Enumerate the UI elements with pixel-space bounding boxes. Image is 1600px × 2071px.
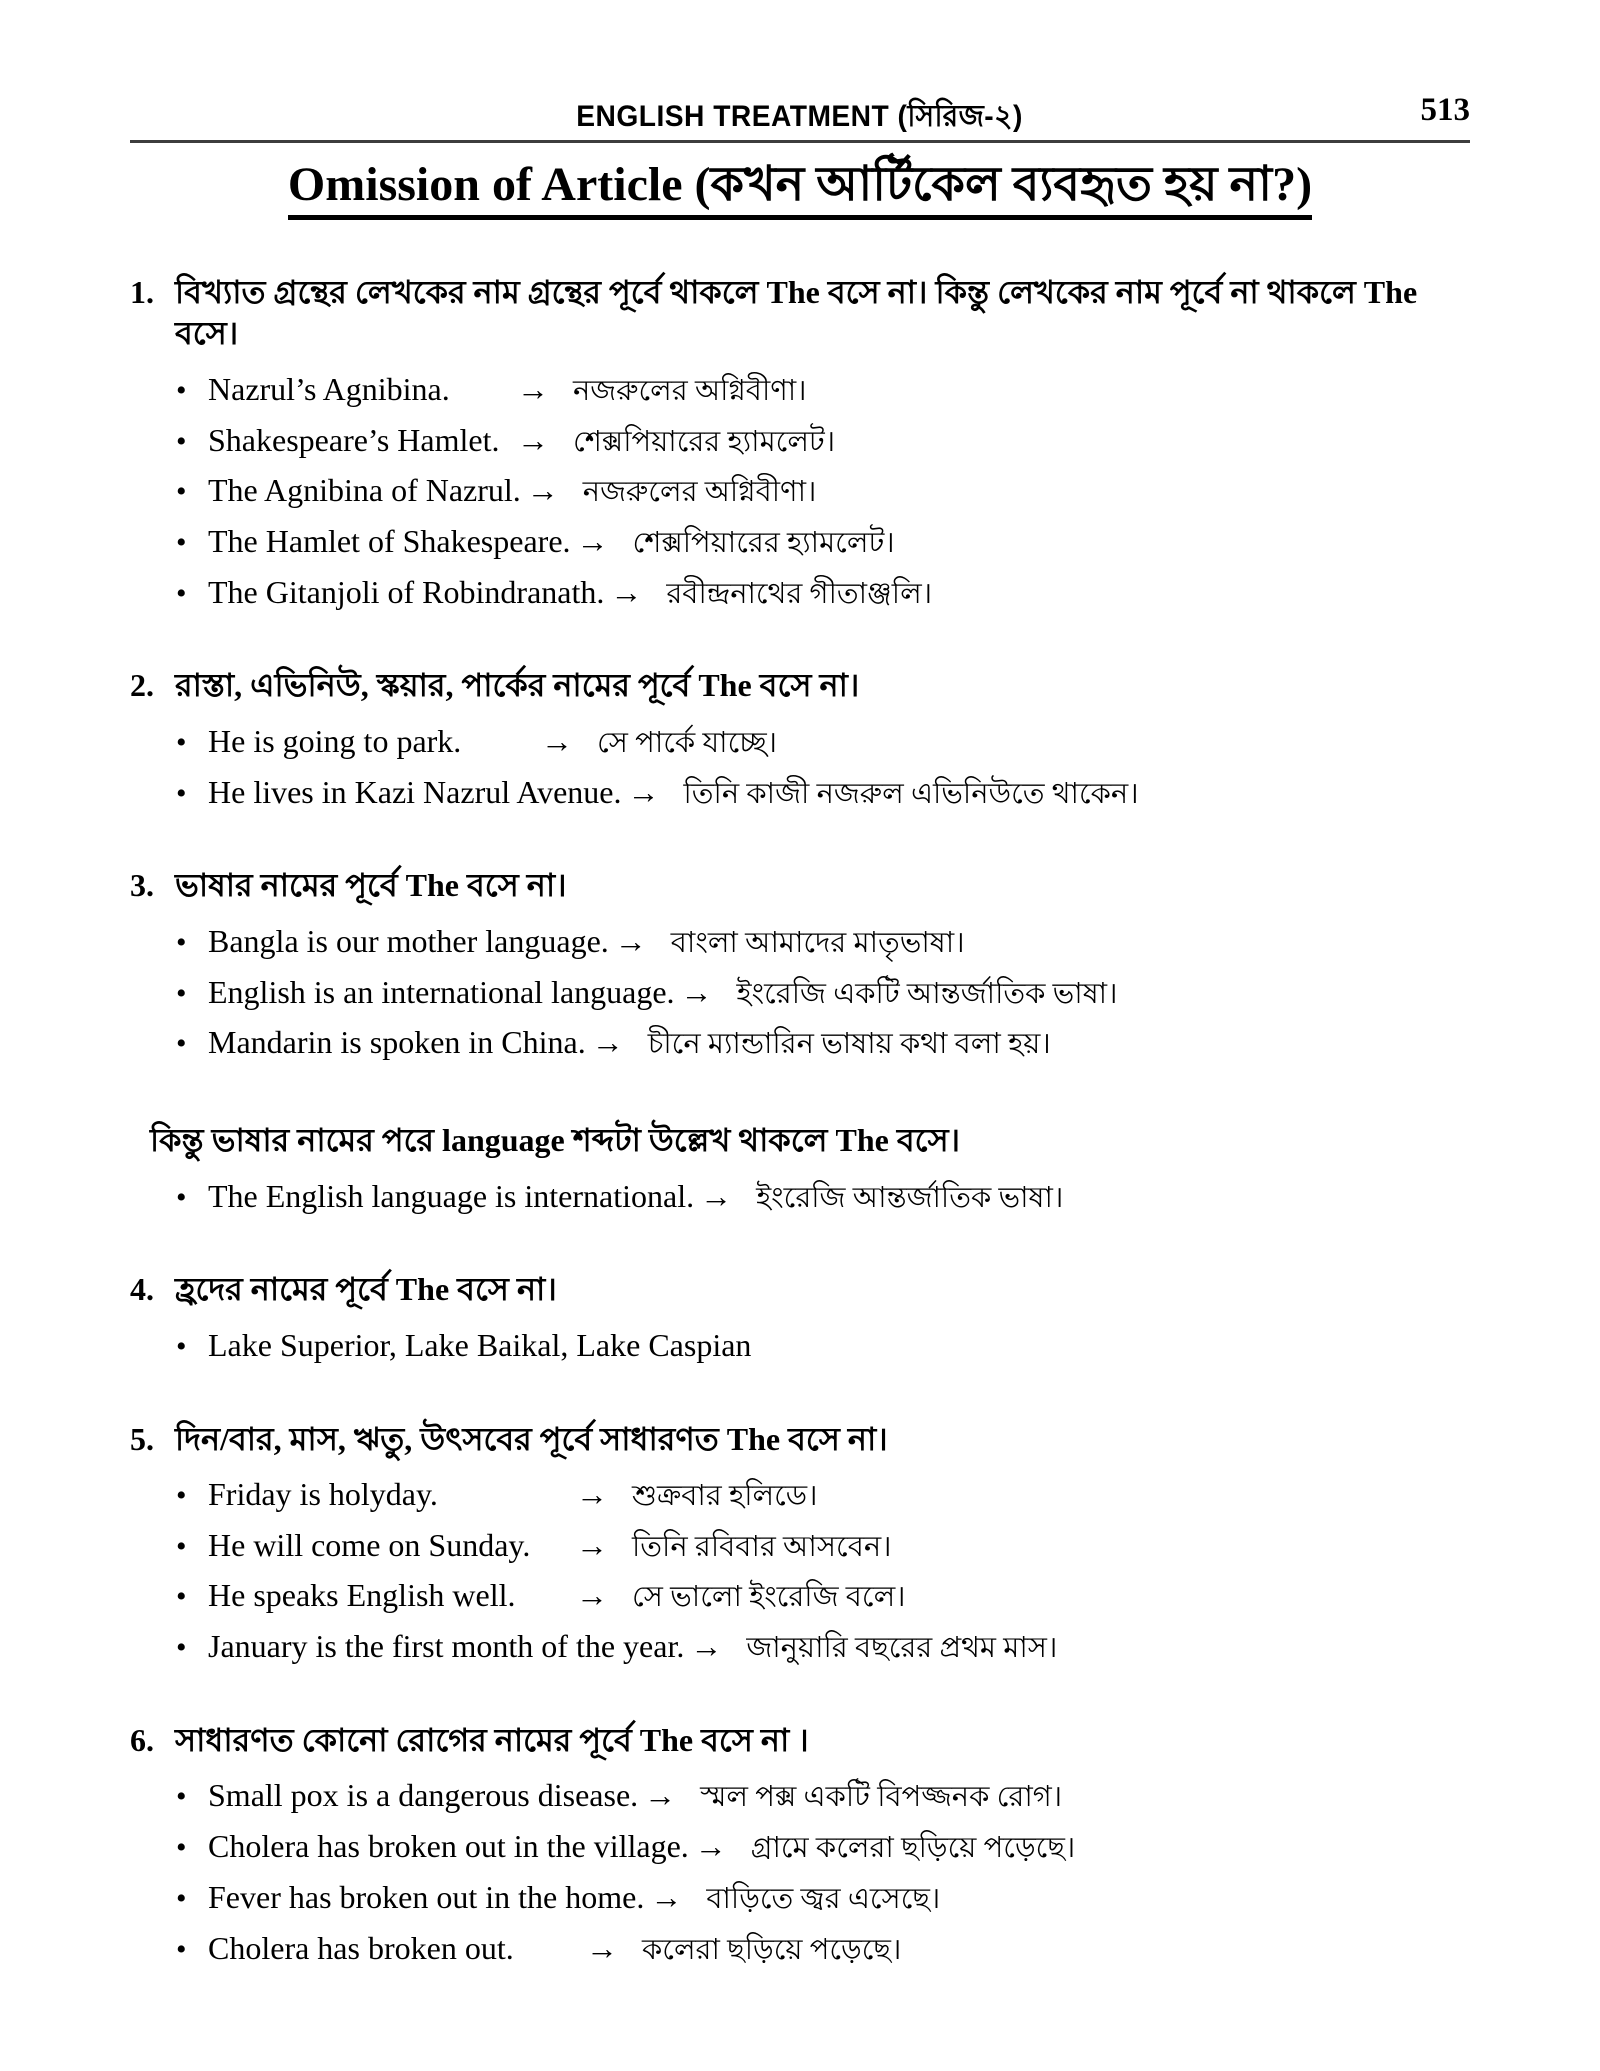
example-row: [176, 1626, 1470, 1668]
arrow-icon: →: [541, 723, 573, 760]
arrow-icon: →: [680, 973, 713, 1010]
rule-number: 1.: [130, 273, 154, 310]
bullet-icon: •: [176, 1631, 187, 1665]
rule-text: [175, 865, 1470, 907]
example-bengali: ইংরেজি আন্তর্জাতিক ভাষা।: [756, 1181, 1064, 1214]
rule-heading-2: [130, 665, 1470, 707]
rule-number: 5.: [130, 1420, 154, 1457]
example-english: Shakespeare’s Hamlet.: [208, 421, 500, 458]
arrow-icon: →: [526, 472, 559, 509]
examples-list: [176, 1775, 1470, 1969]
rule-keyword: The: [639, 1721, 694, 1758]
arrow-icon: →: [627, 773, 660, 810]
example-bengali: সে পার্কে যাচ্ছে।: [597, 727, 778, 760]
rule-heading-1: [130, 272, 1470, 355]
bullet-icon: •: [176, 526, 187, 560]
arrow-icon: →: [614, 922, 647, 959]
bullet-icon: •: [176, 373, 187, 407]
example-bengali: সে ভালো ইংরেজি বলে।: [632, 1581, 906, 1614]
example-english: Cholera has broken out.: [208, 1929, 514, 1966]
bullet-icon: •: [176, 576, 187, 610]
note-heading: [130, 1120, 1470, 1162]
rule-section-5: [130, 1419, 1470, 1668]
rule-heading-4: [130, 1269, 1470, 1311]
bullet-icon: •: [176, 1027, 187, 1061]
rule-number: 2.: [130, 667, 154, 704]
example-english: January is the first month of the year.: [208, 1628, 685, 1665]
example-bengali: শুক্রবার হলিডে।: [632, 1480, 818, 1513]
rule-keyword: The: [698, 667, 752, 704]
example-bengali: গ্রামে কলেরা ছড়িয়ে পড়েছে।: [750, 1832, 1076, 1865]
example-bengali: নজরুলের অগ্নিবীণা।: [573, 374, 807, 407]
arrow-icon: →: [517, 370, 549, 407]
arrow-icon: →: [610, 573, 643, 610]
rule-text-part: বসে না।: [449, 1271, 557, 1308]
example-row: [176, 1325, 1470, 1367]
rule-number: 4.: [130, 1271, 154, 1308]
example-bengali: তিনি কাজী নজরুল এভিনিউতে থাকেন।: [683, 777, 1139, 810]
bullet-icon: •: [176, 925, 187, 959]
bullet-icon: •: [176, 1780, 187, 1814]
example-row: [176, 1525, 1470, 1567]
rule-text-part: বসে না।: [751, 667, 860, 704]
rule-text-part: বসে না।: [459, 867, 567, 904]
rule-text: [175, 1720, 1470, 1762]
example-bengali: শেক্সপিয়ারের হ্যামলেট।: [573, 425, 836, 458]
example-bengali: বাড়িতে জ্বর এসেছে।: [706, 1882, 941, 1915]
bullet-icon: •: [176, 1529, 187, 1563]
rule-section-3: [130, 865, 1470, 1064]
bullet-icon: •: [176, 1479, 187, 1513]
example-english: He lives in Kazi Nazrul Avenue.: [208, 773, 622, 810]
doc-title: [130, 159, 1470, 220]
rule-heading-5: [130, 1419, 1470, 1461]
example-english: He is going to park.: [208, 723, 462, 760]
example-bengali: স্মল পক্স একটি বিপজ্জনক রোগ।: [700, 1781, 1063, 1814]
example-row: [176, 721, 1470, 763]
example-row: [176, 572, 1470, 614]
rule-text-part: বিখ্যাত গ্রন্থের লেখকের নাম গ্রন্থের পূর্বে থাকলে: [175, 273, 767, 310]
example-row: [176, 1575, 1470, 1617]
rule-keyword: language: [442, 1122, 565, 1159]
rule-section-1: [130, 272, 1470, 614]
arrow-icon: →: [591, 1024, 624, 1061]
rule-keyword: The: [405, 867, 459, 904]
arrow-icon: →: [576, 523, 609, 560]
rule-section-6: [130, 1720, 1470, 1969]
bullet-icon: •: [176, 1329, 187, 1363]
example-row: [176, 1022, 1470, 1064]
example-bengali: ইংরেজি একটি আন্তর্জাতিক ভাষা।: [736, 977, 1118, 1010]
bullet-icon: •: [176, 1831, 187, 1865]
example-english: Mandarin is spoken in China.: [208, 1024, 586, 1061]
rule-text: [175, 1419, 1470, 1461]
example-english: The English language is international.: [208, 1177, 695, 1214]
example-row: [176, 369, 1470, 411]
rule-keyword: The: [835, 1122, 889, 1159]
example-english: Nazrul’s Agnibina.: [208, 370, 450, 407]
rule-text-part: বসে।: [888, 1122, 961, 1159]
bullet-icon: •: [176, 424, 187, 458]
example-english: Small pox is a dangerous disease.: [208, 1777, 639, 1814]
bullet-icon: •: [176, 1580, 187, 1614]
bullet-icon: •: [176, 475, 187, 509]
rule-text-part: বসে না। কিন্তু লেখকের নাম পূর্বে না থাকলে: [819, 273, 1364, 310]
example-english: The Agnibina of Nazrul.: [208, 472, 521, 509]
example-bengali: নজরুলের অগ্নিবীণা।: [582, 476, 817, 509]
rule-text-part: বসে না।: [780, 1420, 888, 1457]
bullet-icon: •: [176, 726, 187, 760]
rule-text: [175, 1269, 1470, 1311]
note-section: [130, 1120, 1470, 1217]
examples-list: [176, 1474, 1470, 1668]
examples-list: [176, 1325, 1470, 1367]
rule-text-part: দিন/বার, মাস, ঋতু, উৎসবের পূর্বে সাধারণত: [175, 1420, 727, 1457]
arrow-icon: →: [690, 1628, 723, 1665]
bullet-icon: •: [176, 1180, 187, 1214]
bullet-icon: •: [176, 776, 187, 810]
rule-number: 3.: [130, 867, 154, 904]
arrow-icon: →: [694, 1828, 727, 1865]
examples-list: [176, 721, 1470, 813]
rule-text-part: বসে।: [175, 315, 239, 352]
examples-list: [176, 921, 1470, 1064]
example-english: The Hamlet of Shakespeare.: [208, 523, 571, 560]
page-header: [130, 92, 1470, 134]
arrow-icon: →: [517, 421, 549, 458]
doc-title-text: Omission of Article (কখন আর্টিকেল ব্যবহৃত হয় না?): [288, 159, 1312, 220]
example-row: [176, 420, 1470, 462]
example-row: [176, 470, 1470, 512]
arrow-icon: →: [586, 1929, 618, 1966]
example-bengali: বাংলা আমাদের মাতৃভাষা।: [670, 926, 965, 959]
example-bengali: কলেরা ছড়িয়ে পড়েছে।: [642, 1933, 902, 1966]
example-english: Friday is holyday.: [208, 1476, 438, 1513]
page-number: 513: [1420, 92, 1470, 128]
rule-text: [150, 1120, 1470, 1162]
example-bengali: জানুয়ারি বছরের প্রথম মাস।: [746, 1632, 1058, 1665]
example-row: [176, 921, 1470, 963]
example-row: [176, 1877, 1470, 1919]
rule-text-part: সাধারণত কোনো রোগের নামের পূর্বে: [175, 1721, 640, 1758]
example-english: He speaks English well.: [208, 1577, 516, 1614]
rule-keyword: The: [1363, 273, 1418, 310]
example-english: Cholera has broken out in the village.: [208, 1828, 689, 1865]
bullet-icon: •: [176, 976, 187, 1010]
rule-text-part: বসে না ।: [693, 1721, 809, 1758]
example-english: The Gitanjoli of Robindranath.: [208, 573, 605, 610]
example-row: [176, 1826, 1470, 1868]
rule-keyword: The: [726, 1420, 781, 1457]
example-row: [176, 1176, 1470, 1218]
rule-keyword: The: [395, 1271, 450, 1308]
arrow-icon: →: [576, 1577, 608, 1614]
example-row: [176, 1474, 1470, 1516]
examples-list: [176, 369, 1470, 613]
bullet-icon: •: [176, 1932, 187, 1966]
example-row: [176, 972, 1470, 1014]
example-english: He will come on Sunday.: [208, 1526, 531, 1563]
rule-text-part: শব্দটা উল্লেখ থাকলে: [564, 1122, 836, 1159]
arrow-icon: →: [576, 1476, 608, 1513]
example-row: [176, 521, 1470, 563]
rule-text: [175, 665, 1470, 707]
example-english: Bangla is our mother language.: [208, 922, 609, 959]
example-english: English is an international language.: [208, 973, 675, 1010]
arrow-icon: →: [644, 1777, 677, 1814]
example-english: Lake Superior, Lake Baikal, Lake Caspian: [208, 1326, 752, 1363]
rule-text: [175, 272, 1470, 355]
rule-section-2: [130, 665, 1470, 813]
arrow-icon: →: [650, 1878, 683, 1915]
rule-text-part: কিন্তু ভাষার নামের পরে: [150, 1122, 443, 1159]
arrow-icon: →: [576, 1526, 608, 1563]
rule-text-part: ভাষার নামের পূর্বে: [175, 867, 406, 904]
arrow-icon: →: [700, 1177, 733, 1214]
bullet-icon: •: [176, 1881, 187, 1915]
rule-keyword: The: [766, 273, 820, 310]
rule-text-part: রাস্তা, এভিনিউ, স্কয়ার, পার্কের নামের পূর্বে: [175, 667, 699, 704]
header-title: ENGLISH TREATMENT (সিরিজ-২): [576, 100, 1024, 133]
example-bengali: তিনি রবিবার আসবেন।: [632, 1530, 892, 1563]
example-row: [176, 1928, 1470, 1970]
example-row: [176, 1775, 1470, 1817]
example-row: [176, 772, 1470, 814]
example-english: Fever has broken out in the home.: [208, 1878, 645, 1915]
example-bengali: চীনে ম্যান্ডারিন ভাষায় কথা বলা হয়।: [647, 1028, 1051, 1061]
example-bengali: শেক্সপিয়ারের হ্যামলেট।: [632, 527, 895, 560]
examples-list: [176, 1176, 1470, 1218]
rule-section-4: [130, 1269, 1470, 1366]
rule-number: 6.: [130, 1721, 154, 1758]
rule-text-part: হ্রদের নামের পূর্বে: [175, 1271, 396, 1308]
rule-heading-3: [130, 865, 1470, 907]
rule-heading-6: [130, 1720, 1470, 1762]
example-bengali: রবীন্দ্রনাথের গীতাঞ্জলি।: [666, 577, 933, 610]
